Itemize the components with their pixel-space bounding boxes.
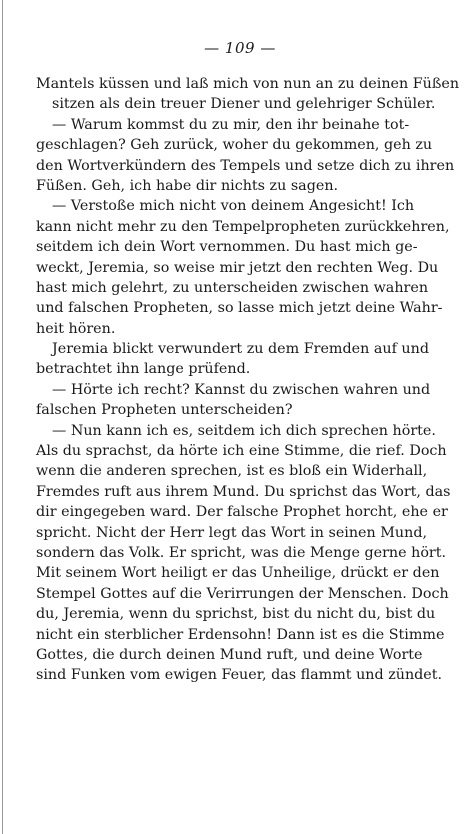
text-line: Fremdes ruft aus ihrem Mund. Du sprichst das Wort, das	[36, 483, 451, 500]
text-line: Füßen. Geh, ich habe dir nichts zu sagen.	[36, 177, 339, 194]
text-line: falschen Propheten unterscheiden?	[36, 402, 293, 419]
text-line: sondern das Volk. Er spricht, was die Menge gerne hört.	[36, 544, 447, 561]
page-edge-rule	[2, 0, 3, 834]
text-line: sitzen als dein treuer Diener und gelehriger Schüler.	[52, 96, 436, 113]
text-line: spricht. Nicht der Herr legt das Wort in seinen Mund,	[36, 524, 428, 541]
text-line: Stempel Gottes auf die Verirrungen der Menschen. Doch	[36, 585, 449, 602]
text-line: — Nun kann ich es, seitdem ich dich sprechen hörte.	[52, 422, 436, 439]
page-number: — 109 —	[204, 39, 276, 57]
text-line: — Hörte ich recht? Kannst du zwischen wahren und	[52, 381, 431, 398]
text-line: sind Funken vom ewigen Feuer, das flammt und zündet.	[36, 667, 443, 684]
text-line: dir eingegeben ward. Der falsche Prophet horcht, ehe er	[36, 504, 448, 521]
text-line: den Wortverkündern des Tempels und setze dich zu ihren	[36, 157, 455, 174]
text-line: betrachtet ihn lange prüfend.	[36, 361, 251, 378]
text-line: Mantels küssen und laß mich von nun an zu deinen Füßen	[36, 76, 460, 92]
body-text	[36, 74, 460, 686]
text-line: — Verstoße mich nicht von deinem Angesicht! Ich	[52, 198, 415, 215]
text-line: Gottes, die durch deinen Mund ruft, und deine Worte	[36, 646, 423, 663]
text-line: du, Jeremia, wenn du sprichst, bist du nicht du, bist du	[36, 606, 436, 623]
text-line: nicht ein sterblicher Erdensohn! Dann ist es die Stimme	[36, 626, 445, 643]
text-line: heit hören.	[36, 320, 116, 337]
text-line: seitdem ich dein Wort vernommen. Du hast mich ge-	[36, 239, 418, 256]
book-page	[36, 38, 460, 686]
text-line: — Warum kommst du zu mir, den ihr beinahe tot-	[52, 116, 410, 133]
text-line: und falschen Propheten, so lasse mich jetzt deine Wahr-	[36, 300, 443, 317]
text-line: weckt, Jeremia, so weise mir jetzt den rechten Weg. Du	[36, 259, 439, 276]
text-line: Jeremia blickt verwundert zu dem Fremden auf und	[52, 341, 429, 358]
text-line: geschlagen? Geh zurück, woher du gekommen, geh zu	[36, 137, 433, 154]
text-line: kann nicht mehr zu den Tempelpropheten zurückkehren,	[36, 218, 450, 235]
text-line: wenn die anderen sprechen, ist es bloß ein Widerhall,	[36, 463, 428, 480]
text-line: Mit seinem Wort heiligt er das Unheilige, drückt er den	[36, 565, 440, 582]
text-line: hast mich gelehrt, zu unterscheiden zwischen wahren	[36, 279, 429, 296]
text-line: Als du sprachst, da hörte ich eine Stimme, die rief. Doch	[36, 443, 447, 460]
